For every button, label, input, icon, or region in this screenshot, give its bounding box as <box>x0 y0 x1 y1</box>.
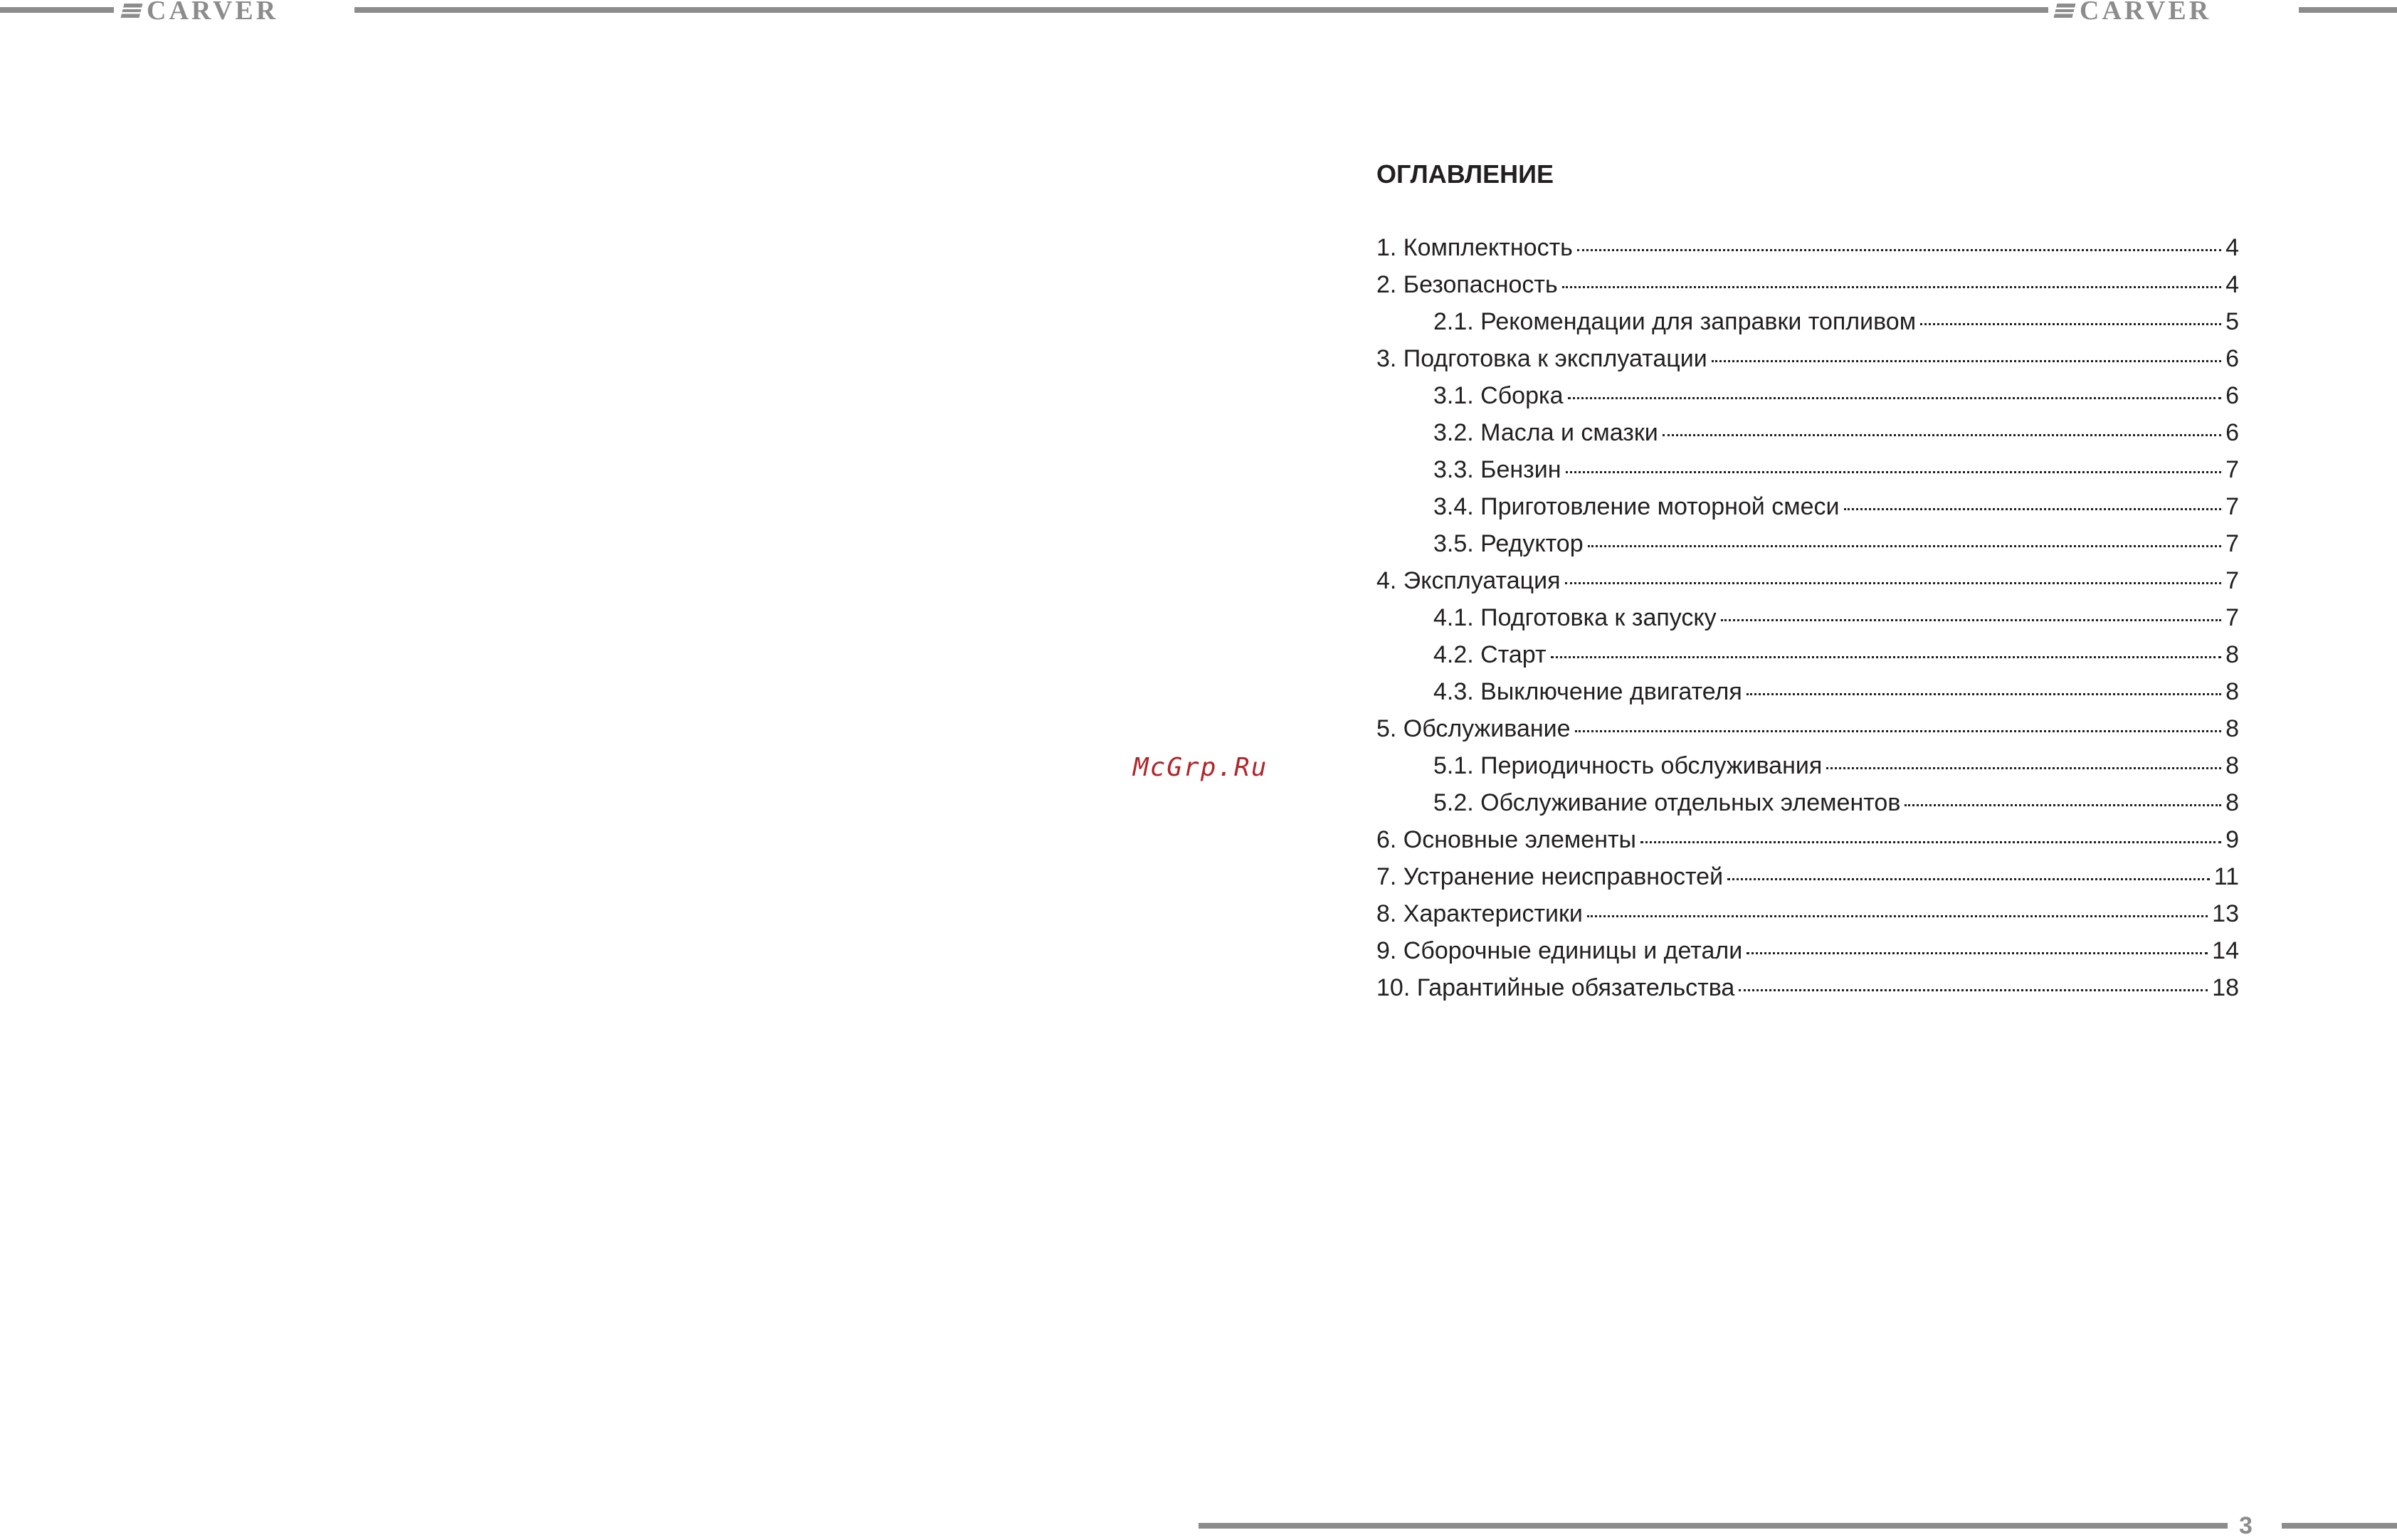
footer-rule-left <box>1198 1523 2228 1529</box>
toc-entry-label: 3.4. Приготовление моторной смеси <box>1433 493 1840 520</box>
toc-entry-label: 5. Обслуживание <box>1376 715 1571 742</box>
toc-entry[interactable] <box>1376 303 2239 340</box>
toc-entry-page: 8 <box>2225 789 2239 816</box>
toc-dot-leader <box>1551 656 2222 658</box>
toc-entry-page: 14 <box>2212 937 2239 964</box>
footer-rule-right <box>2282 1523 2397 1529</box>
toc-entry-page: 7 <box>2225 604 2239 631</box>
toc-entry-label: 3.1. Сборка <box>1433 382 1564 409</box>
toc-entry-label: 4.3. Выключение двигателя <box>1433 678 1742 705</box>
toc-title: ОГЛАВЛЕНИЕ <box>1376 159 1554 189</box>
toc-dot-leader <box>1739 989 2208 991</box>
toc-dot-leader <box>1566 471 2222 473</box>
toc-dot-leader <box>1747 693 2221 695</box>
toc-entry-page: 4 <box>2225 271 2239 298</box>
toc-dot-leader <box>1747 952 2208 954</box>
toc-entry-label: 6. Основные элементы <box>1376 826 1636 853</box>
toc-entry-page: 4 <box>2225 234 2239 261</box>
toc-entry-page: 5 <box>2225 308 2239 335</box>
toc-entry-page: 13 <box>2212 900 2239 927</box>
header-rule-right <box>2299 7 2397 13</box>
toc-dot-leader <box>1826 767 2221 769</box>
header-rule-left <box>0 7 114 13</box>
toc-entry[interactable] <box>1376 488 2239 525</box>
toc-entry-page: 6 <box>2225 345 2239 372</box>
toc-entry-page: 6 <box>2225 382 2239 409</box>
toc-entry-label: 3.5. Редуктор <box>1433 530 1584 557</box>
toc-entry[interactable] <box>1376 784 2239 821</box>
toc-entry[interactable] <box>1376 710 2239 747</box>
toc-entry-page: 18 <box>2212 974 2239 1001</box>
toc-entry-page: 8 <box>2225 641 2239 668</box>
toc-entry[interactable] <box>1376 932 2239 969</box>
toc-entry-label: 4. Эксплуатация <box>1376 567 1561 594</box>
brand-logo-right <box>2055 0 2212 26</box>
toc-dot-leader <box>1565 582 2222 584</box>
toc-entry[interactable] <box>1376 451 2239 488</box>
toc-entry-label: 3.3. Бензин <box>1433 456 1561 483</box>
toc-entry-label: 2. Безопасность <box>1376 271 1558 298</box>
toc-entry[interactable] <box>1376 266 2239 303</box>
carver-logo-icon <box>121 4 143 18</box>
toc-dot-leader <box>1712 360 2221 362</box>
toc-entry[interactable] <box>1376 599 2239 636</box>
toc-entry[interactable] <box>1376 821 2239 858</box>
page-number: 3 <box>2239 1512 2253 1539</box>
toc-dot-leader <box>1568 397 2222 399</box>
brand-logo-left <box>122 0 279 26</box>
toc-dot-leader <box>1920 323 2221 325</box>
watermark-text: McGrp.Ru <box>1133 753 1268 782</box>
header-rule-center <box>354 7 2048 13</box>
toc-dot-leader <box>1640 841 2221 843</box>
toc-entry[interactable] <box>1376 414 2239 451</box>
brand-logo-text: CARVER <box>147 0 279 26</box>
toc-entry-page: 7 <box>2225 493 2239 520</box>
toc-entry-page: 7 <box>2225 567 2239 594</box>
toc-entry-label: 1. Комплектность <box>1376 234 1573 261</box>
brand-logo-text: CARVER <box>2080 0 2212 26</box>
toc-dot-leader <box>1905 804 2221 806</box>
toc-entry[interactable] <box>1376 969 2239 1006</box>
toc-entry-label: 7. Устранение неисправностей <box>1376 863 1724 890</box>
toc-entry[interactable] <box>1376 229 2239 266</box>
toc-dot-leader <box>1575 730 2222 732</box>
toc-entry-page: 8 <box>2225 715 2239 742</box>
toc-entry[interactable] <box>1376 747 2239 784</box>
toc-entry-page: 8 <box>2225 678 2239 705</box>
toc-entry[interactable] <box>1376 858 2239 895</box>
toc-dot-leader <box>1663 434 2221 436</box>
toc-entry[interactable] <box>1376 673 2239 710</box>
toc-entry[interactable] <box>1376 340 2239 377</box>
toc-dot-leader <box>1577 249 2221 251</box>
toc-entry-label: 10. Гарантийные обязательства <box>1376 974 1735 1001</box>
toc-entry[interactable] <box>1376 895 2239 932</box>
toc-entry-page: 9 <box>2225 826 2239 853</box>
toc-dot-leader <box>1727 878 2210 880</box>
toc-dot-leader <box>1844 508 2222 510</box>
toc-entry-label: 8. Характеристики <box>1376 900 1583 927</box>
toc-entry[interactable] <box>1376 562 2239 599</box>
carver-logo-icon <box>2054 4 2076 18</box>
toc-dot-leader <box>1562 286 2221 288</box>
toc-entry[interactable] <box>1376 377 2239 414</box>
toc-entry-page: 7 <box>2225 530 2239 557</box>
toc-list <box>1376 229 2239 1006</box>
toc-entry-label: 3.2. Масла и смазки <box>1433 419 1658 446</box>
table-of-contents <box>1376 155 2239 1006</box>
toc-entry-label: 4.1. Подготовка к запуску <box>1433 604 1717 631</box>
toc-dot-leader <box>1721 619 2221 621</box>
toc-entry-page: 8 <box>2225 752 2239 779</box>
toc-entry-label: 4.2. Старт <box>1433 641 1547 668</box>
toc-dot-leader <box>1588 545 2221 547</box>
toc-entry-label: 2.1. Рекомендации для заправки топливом <box>1433 308 1917 335</box>
toc-entry-label: 3. Подготовка к эксплуатации <box>1376 345 1707 372</box>
toc-entry-page: 6 <box>2225 419 2239 446</box>
toc-entry-label: 5.2. Обслуживание отдельных элементов <box>1433 789 1901 816</box>
toc-entry[interactable] <box>1376 636 2239 673</box>
toc-entry-page: 7 <box>2225 456 2239 483</box>
toc-entry-label: 5.1. Периодичность обслуживания <box>1433 752 1823 779</box>
toc-dot-leader <box>1587 915 2208 917</box>
toc-entry-label: 9. Сборочные единицы и детали <box>1376 937 1743 964</box>
toc-entry-page: 11 <box>2213 863 2239 890</box>
toc-entry[interactable] <box>1376 525 2239 562</box>
